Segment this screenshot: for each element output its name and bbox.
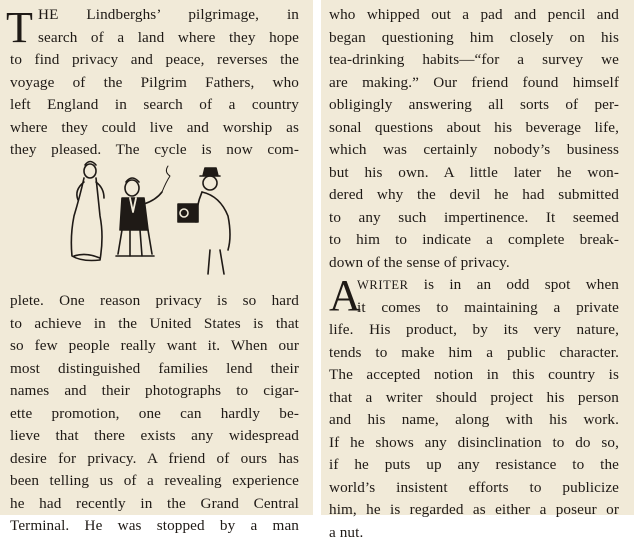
- left-column: [0, 0, 313, 515]
- drop-cap: T: [6, 8, 33, 48]
- text-line: world’s insistent efforts to publicize: [329, 477, 619, 500]
- text-line: left England in search of a country: [10, 94, 299, 117]
- text-line: If he shows any disinclination to do so,: [329, 432, 619, 455]
- paragraph-tea-survey: [329, 4, 619, 274]
- text-line: been telling us of a revealing experience: [10, 470, 299, 493]
- text-line: lieve that there exists any widespread: [10, 425, 299, 448]
- paragraph-privacy: [10, 290, 299, 538]
- woman-figure-icon: [71, 162, 104, 261]
- text-line: which was certainly nobody’s business: [329, 139, 619, 162]
- text-line: are making.” Our friend found himself: [329, 72, 619, 95]
- text-line: tea-drinking habits—“for a survey we: [329, 49, 619, 72]
- column-gutter: [313, 0, 321, 515]
- text-line: plete. One reason privacy is so hard: [10, 290, 299, 313]
- seated-man-icon: [116, 166, 170, 256]
- text-line: The accepted notion in this country is: [329, 364, 619, 387]
- text-line: a nut.: [329, 522, 619, 544]
- text-line: to find privacy and peace, reverses the: [10, 49, 299, 72]
- text-line: sonal questions about his beverage life,: [329, 117, 619, 140]
- text-line: voyage of the Pilgrim Fathers, who: [10, 72, 299, 95]
- text-line: ette promotion, one can hardly be-: [10, 403, 299, 426]
- text-line: dered why the devil he had submitted: [329, 184, 619, 207]
- text-line: but his own. A little later he won-: [329, 162, 619, 185]
- text-line: obligingly answering all sorts of per-: [329, 94, 619, 117]
- text-line: that a writer should project his person: [329, 387, 619, 410]
- text-line-first: [329, 274, 619, 297]
- text-line: to achieve in the United States is that: [10, 313, 299, 336]
- text-line: desire for privacy. A friend of ours has: [10, 448, 299, 471]
- text-line: they pleased. The cycle is now com-: [10, 139, 299, 162]
- right-column: [321, 0, 634, 515]
- text-line: tends to make him a public character.: [329, 342, 619, 365]
- text-line: search of a land where they hope: [10, 27, 299, 50]
- text-line: down of the sense of privacy.: [329, 252, 619, 275]
- text-line: so few people really want it. When our: [10, 335, 299, 358]
- text-line: began questioning him closely on his: [329, 27, 619, 50]
- drop-cap: A: [329, 276, 361, 316]
- text-line: who whipped out a pad and pencil and: [329, 4, 619, 27]
- text-line: him, he is regarded as either a poseur or: [329, 499, 619, 522]
- text-line: life. His product, by its very nature,: [329, 319, 619, 342]
- lead-word: WRITER: [357, 278, 409, 292]
- cartoon-illustration: [60, 156, 250, 276]
- text-line: to any such impertinence. It seemed: [329, 207, 619, 230]
- text-line: to him to indicate a complete break-: [329, 229, 619, 252]
- text-line: where they could live and worship as: [10, 117, 299, 140]
- paragraph-writer: [329, 274, 619, 544]
- paragraph-lindberghs: [10, 4, 299, 162]
- photographer-figure-icon: [178, 168, 230, 274]
- text-line: most distinguished families lend their: [10, 358, 299, 381]
- text-line: HE Lindberghs’ pilgrimage, in: [10, 4, 299, 27]
- text-fragment: is in an odd spot when: [409, 276, 619, 293]
- text-line: names and their photographs to cigar-: [10, 380, 299, 403]
- text-line: it comes to maintaining a private: [329, 297, 619, 320]
- text-line: and his name, along with his work.: [329, 409, 619, 432]
- text-line: he had recently in the Grand Central: [10, 493, 299, 516]
- text-line: if he puts up any resistance to the: [329, 454, 619, 477]
- text-line: Terminal. He was stopped by a man: [10, 515, 299, 538]
